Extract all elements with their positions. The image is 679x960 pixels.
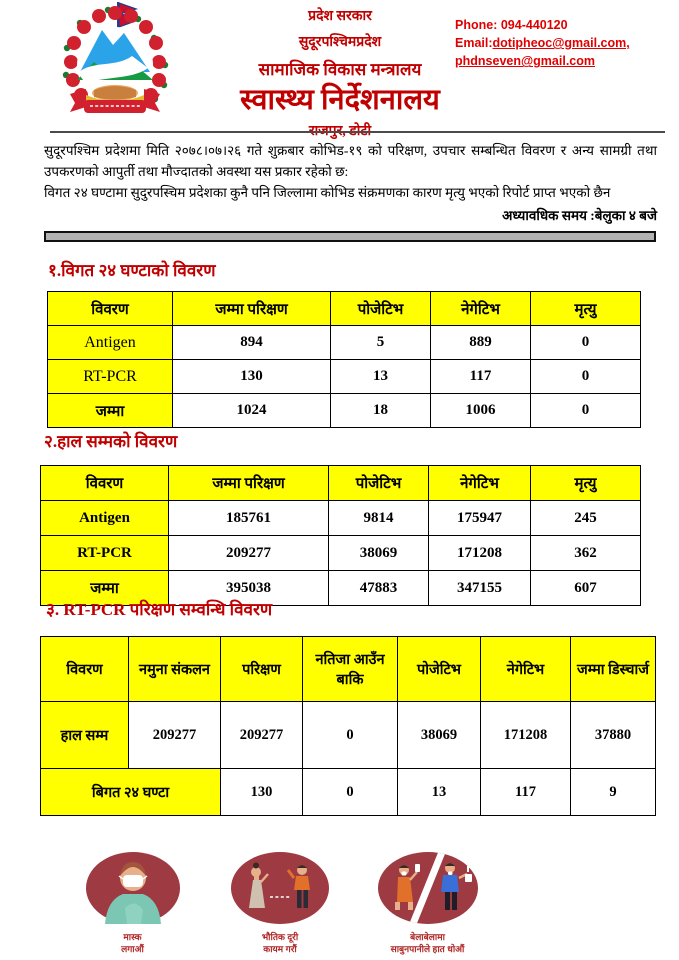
cell: 171208 — [481, 702, 571, 769]
row-label: जम्मा — [48, 394, 173, 428]
table-row — [48, 394, 641, 428]
row-label: Antigen — [48, 326, 173, 360]
table-header-row — [41, 466, 641, 501]
section-divider-bar — [44, 231, 656, 242]
distance-card — [218, 850, 343, 955]
header-cell: मृत्यु — [531, 292, 641, 326]
cell: 0 — [531, 360, 641, 394]
header-cell: पोजेटिभ — [398, 637, 481, 702]
cell: 130 — [221, 769, 303, 816]
nepal-government-emblem-icon — [58, 2, 174, 126]
row-label: RT-PCR — [41, 536, 169, 571]
cell: 117 — [431, 360, 531, 394]
table-row — [41, 769, 656, 816]
cell: 209277 — [129, 702, 221, 769]
cell: 0 — [303, 769, 398, 816]
cell: 171208 — [429, 536, 531, 571]
row-label: जम्मा — [41, 571, 169, 606]
intro-paragraph-2: विगत २४ घण्टामा सुदुरपस्चिम प्रदेशका कुनै पनि जिल्लामा कोभिड संक्रमणका कारण मृत्यु भएको रिपोर्ट प्राप्त भएको छैन — [44, 184, 611, 200]
cell: 607 — [531, 571, 641, 606]
header-cell: विवरण — [48, 292, 173, 326]
row-label: RT-PCR — [48, 360, 173, 394]
cell: 9814 — [329, 501, 429, 536]
header-cell: मृत्यु — [531, 466, 641, 501]
cell: 130 — [173, 360, 331, 394]
covid-safety-icons — [70, 850, 490, 955]
header-cell: नतिजा आउँन बाकि — [303, 637, 398, 702]
wash-hands-icon — [374, 850, 482, 928]
caption-line-1: भौतिक दूरी — [261, 932, 299, 942]
table-row — [48, 360, 641, 394]
wear-mask-icon — [83, 850, 183, 928]
cell: 1024 — [173, 394, 331, 428]
intro-paragraph-1: सुदूरपश्चिम प्रदेशमा मिति २०७८।०७।२६ गते शुक्रबार कोभिड-१९ को परिक्षण, उपचार सम्बन्धित विवरण र अन्य सामग्री तथा उपकरणको आपुर्ती तथा मौज्दातको अवस्था यस प्रकार रहेको छ: — [44, 143, 657, 179]
cell: 0 — [531, 326, 641, 360]
caption-line-1: बेलाबेलामा — [410, 932, 445, 942]
icon-caption — [218, 931, 343, 955]
header-cell: नमुना संकलन — [129, 637, 221, 702]
table-row — [48, 326, 641, 360]
email-label: Email: — [455, 36, 493, 51]
province-line: सुदूरपश्चिमप्रदेश — [298, 35, 382, 50]
header-cell: जम्मा डिस्चार्ज — [571, 637, 656, 702]
cell: 9 — [571, 769, 656, 816]
caption-line-2: साबुनपानीले हात धोऔं — [390, 944, 465, 955]
cell: 13 — [398, 769, 481, 816]
icon-caption — [365, 931, 490, 955]
header-divider — [50, 131, 665, 133]
cell: 362 — [531, 536, 641, 571]
table-header-row — [41, 637, 656, 702]
government-line: प्रदेश सरकार — [308, 9, 372, 24]
caption-line-2: लगाऔं — [121, 944, 144, 955]
header-cell: परिक्षण — [221, 637, 303, 702]
cell: 37880 — [571, 702, 656, 769]
intro-block — [44, 141, 657, 227]
caption-line-2: कायम गरौं — [263, 944, 297, 955]
cell: 0 — [303, 702, 398, 769]
header-cell: पोजेटिभ — [331, 292, 431, 326]
cell: 395038 — [169, 571, 329, 606]
row-label: बिगत २४ घण्टा — [41, 769, 221, 816]
header-cell: पोजेटिभ — [329, 466, 429, 501]
header-cell: विवरण — [41, 637, 129, 702]
mask-card — [70, 850, 195, 955]
email-line-2 — [455, 52, 670, 70]
cell: 38069 — [329, 536, 429, 571]
caption-line-1: मास्क — [123, 932, 142, 942]
cell: 894 — [173, 326, 331, 360]
email-link-2[interactable]: phdnseven@gmail.com — [455, 54, 595, 69]
cell: 47883 — [329, 571, 429, 606]
cell: 347155 — [429, 571, 531, 606]
cell: 5 — [331, 326, 431, 360]
cell: 38069 — [398, 702, 481, 769]
cell: 0 — [531, 394, 641, 428]
cumulative-table — [40, 465, 641, 606]
cell: 185761 — [169, 501, 329, 536]
row-label: Antigen — [41, 501, 169, 536]
letterhead-center — [185, 6, 495, 140]
cell: 889 — [431, 326, 531, 360]
cell: 18 — [331, 394, 431, 428]
phone-line — [455, 16, 670, 34]
table-row — [41, 536, 641, 571]
contact-block — [455, 16, 670, 70]
cell: 1006 — [431, 394, 531, 428]
table-row — [41, 702, 656, 769]
header-cell: नेगेटिभ — [429, 466, 531, 501]
table-row — [41, 501, 641, 536]
phone-label: Phone: — [455, 18, 501, 32]
section-1-title: १.विगत २४ घण्टाको विवरण — [48, 261, 216, 280]
icon-caption — [70, 931, 195, 955]
header-cell: नेगेटिभ — [431, 292, 531, 326]
email-link-1[interactable]: dotipheoc@gmail.com, — [492, 36, 630, 51]
handwash-card — [365, 850, 490, 955]
cell: 245 — [531, 501, 641, 536]
cell: 209277 — [221, 702, 303, 769]
email-line — [455, 34, 670, 52]
header-cell: जम्मा परिक्षण — [169, 466, 329, 501]
location-line: राजपुर, डोटी — [308, 124, 372, 140]
table-header-row — [48, 292, 641, 326]
phone-number: 094-440120 — [500, 18, 568, 32]
header-cell: विवरण — [41, 466, 169, 501]
directorate-title: स्वास्थ्य निर्देशनालय — [240, 84, 440, 116]
cell: 117 — [481, 769, 571, 816]
section-3-title: ३. RT-PCR परिक्षण सम्वन्धि विवरण — [46, 600, 273, 619]
cell: 209277 — [169, 536, 329, 571]
rtpcr-detail-table — [40, 636, 656, 816]
updated-time: अध्यावधिक समय :बेलुका ४ बजे — [502, 207, 657, 223]
section-2-title: २.हाल सम्मको विवरण — [44, 432, 178, 451]
cell: 13 — [331, 360, 431, 394]
row-label: हाल सम्म — [41, 702, 129, 769]
physical-distance-icon — [228, 850, 332, 928]
ministry-line: सामाजिक विकास मन्त्रालय — [258, 60, 422, 79]
header-cell: नेगेटिभ — [481, 637, 571, 702]
cell: 175947 — [429, 501, 531, 536]
last-24h-table — [47, 291, 641, 428]
header-cell: जम्मा परिक्षण — [173, 292, 331, 326]
